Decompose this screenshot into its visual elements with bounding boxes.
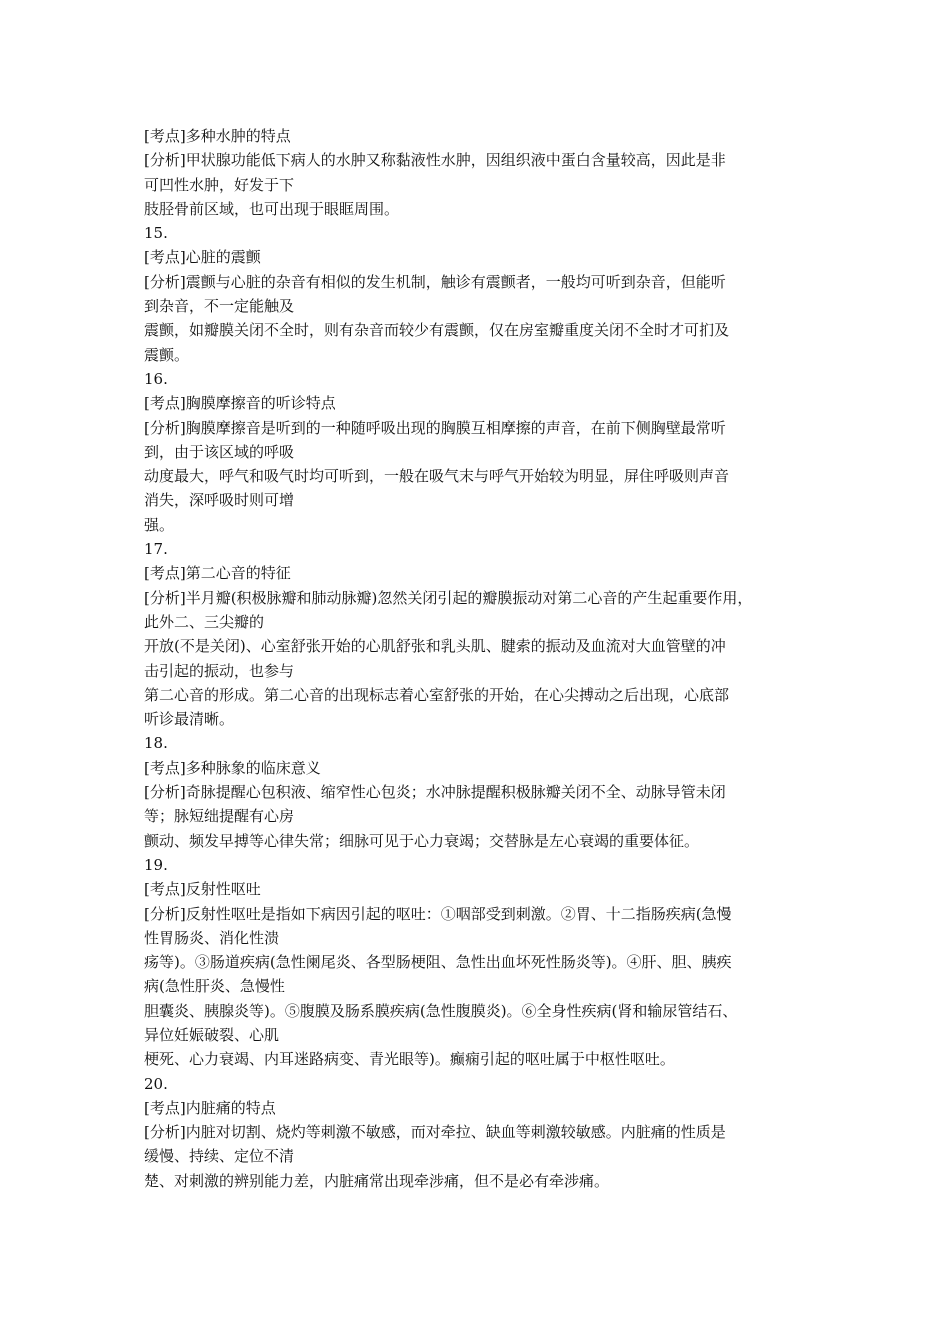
text-line: [考点]内脏痛的特点 [144,1098,276,1117]
text-line: 疡等)。③肠道疾病(急性阑尾炎、各型肠梗阻、急性出血坏死性肠炎等)。④肝、胆、胰疾 [144,953,732,972]
text-line: 16. [144,369,168,388]
text-line: 18. [144,734,168,753]
text-line: 胆囊炎、胰腺炎等)。⑤腹膜及肠系膜疾病(急性腹膜炎)。⑥全身性疾病(肾和输尿管结石、 [144,1001,738,1020]
text-line: [考点]心脏的震颤 [144,248,261,267]
text-line: [考点]多种脉象的临床意义 [144,758,321,777]
text-line: 肢胫骨前区域，也可出现于眼眶周围。 [144,199,400,218]
text-line: 此外二、三尖瓣的 [144,612,265,631]
text-line: 到，由于该区域的呼吸 [144,442,295,461]
text-line: 震颤。 [144,345,190,364]
text-line: 击引起的振动，也参与 [144,661,295,680]
text-line: 15. [144,224,168,243]
text-line: 强。 [144,515,175,534]
text-line: [考点]多种水肿的特点 [144,127,291,145]
text-line: 楚、对刺激的辨别能力差，内脏痛常出现牵涉痛，但不是必有牵涉痛。 [144,1171,610,1190]
text-line: 17. [144,540,168,559]
text-line: 等；脉短绌提醒有心房 [144,807,295,826]
text-line: 第二心音的形成。第二心音的出现标志着心室舒张的开始，在心尖搏动之后出现，心底部 [144,685,730,704]
text-line: 听诊最清晰。 [144,710,235,729]
text-line: 病(急性肝炎、急慢性 [144,977,285,996]
text-line: 动度最大，呼气和吸气时均可听到，一般在吸气末与呼气开始较为明显，屏住呼吸则声音 [144,467,730,486]
text-line: 开放(不是关闭)、心室舒张开始的心肌舒张和乳头肌、腱索的振动及血流对大血管壁的冲 [144,637,726,656]
text-line: [分析]胸膜摩擦音是听到的一种随呼吸出现的胸膜互相摩擦的声音，在前下侧胸壁最常听 [144,418,726,437]
text-line: 19. [144,855,168,874]
text-line: [分析]半月瓣(积极脉瓣和肺动脉瓣)忽然关闭引起的瓣膜振动对第二心音的产生起重要作用， [144,588,753,607]
text-line: 消失，深呼吸时则可增 [144,491,295,510]
text-line: 震颤，如瓣膜关闭不全时，则有杂音而较少有震颤，仅在房室瓣重度关闭不全时才可扪及 [144,321,730,340]
text-line: [考点]胸膜摩擦音的听诊特点 [144,394,336,413]
text-line: [考点]第二心音的特征 [144,564,291,583]
text-line: 缓慢、持续、定位不清 [144,1147,295,1166]
text-line: [分析]内脏对切割、烧灼等刺激不敏感，而对牵拉、缺血等刺激较敏感。内脏痛的性质是 [144,1123,726,1142]
text-line: 颤动、频发早搏等心律失常；细脉可见于心力衰竭；交替脉是左心衰竭的重要体征。 [144,831,700,850]
text-line: 到杂音，不一定能触及 [144,297,295,316]
text-line: 梗死、心力衰竭、内耳迷路病变、青光眼等)。癫痫引起的呕吐属于中枢性呕吐。 [144,1050,675,1069]
text-line: [考点]反射性呕吐 [144,880,261,899]
text-line: 性胃肠炎、消化性溃 [144,928,280,947]
text-line: 可凹性水肿，好发于下 [144,175,295,194]
text-line: 20. [144,1074,168,1093]
text-line: [分析]甲状腺功能低下病人的水肿又称黏液性水肿，因组织液中蛋白含量较高，因此是非 [144,151,726,170]
text-line: [分析]震颤与心脏的杂音有相似的发生机制，触诊有震颤者，一般均可听到杂音，但能听 [144,272,726,291]
document-body [144,124,824,1193]
text-line: [分析]奇脉提醒心包积液、缩窄性心包炎；水冲脉提醒积极脉瓣关闭不全、动脉导管未闭 [144,783,726,802]
text-line: 异位妊娠破裂、心肌 [144,1025,280,1044]
text-line: [分析]反射性呕吐是指如下病因引起的呕吐：①咽部受到刺激。②胃、十二指肠疾病(急慢 [144,904,732,923]
